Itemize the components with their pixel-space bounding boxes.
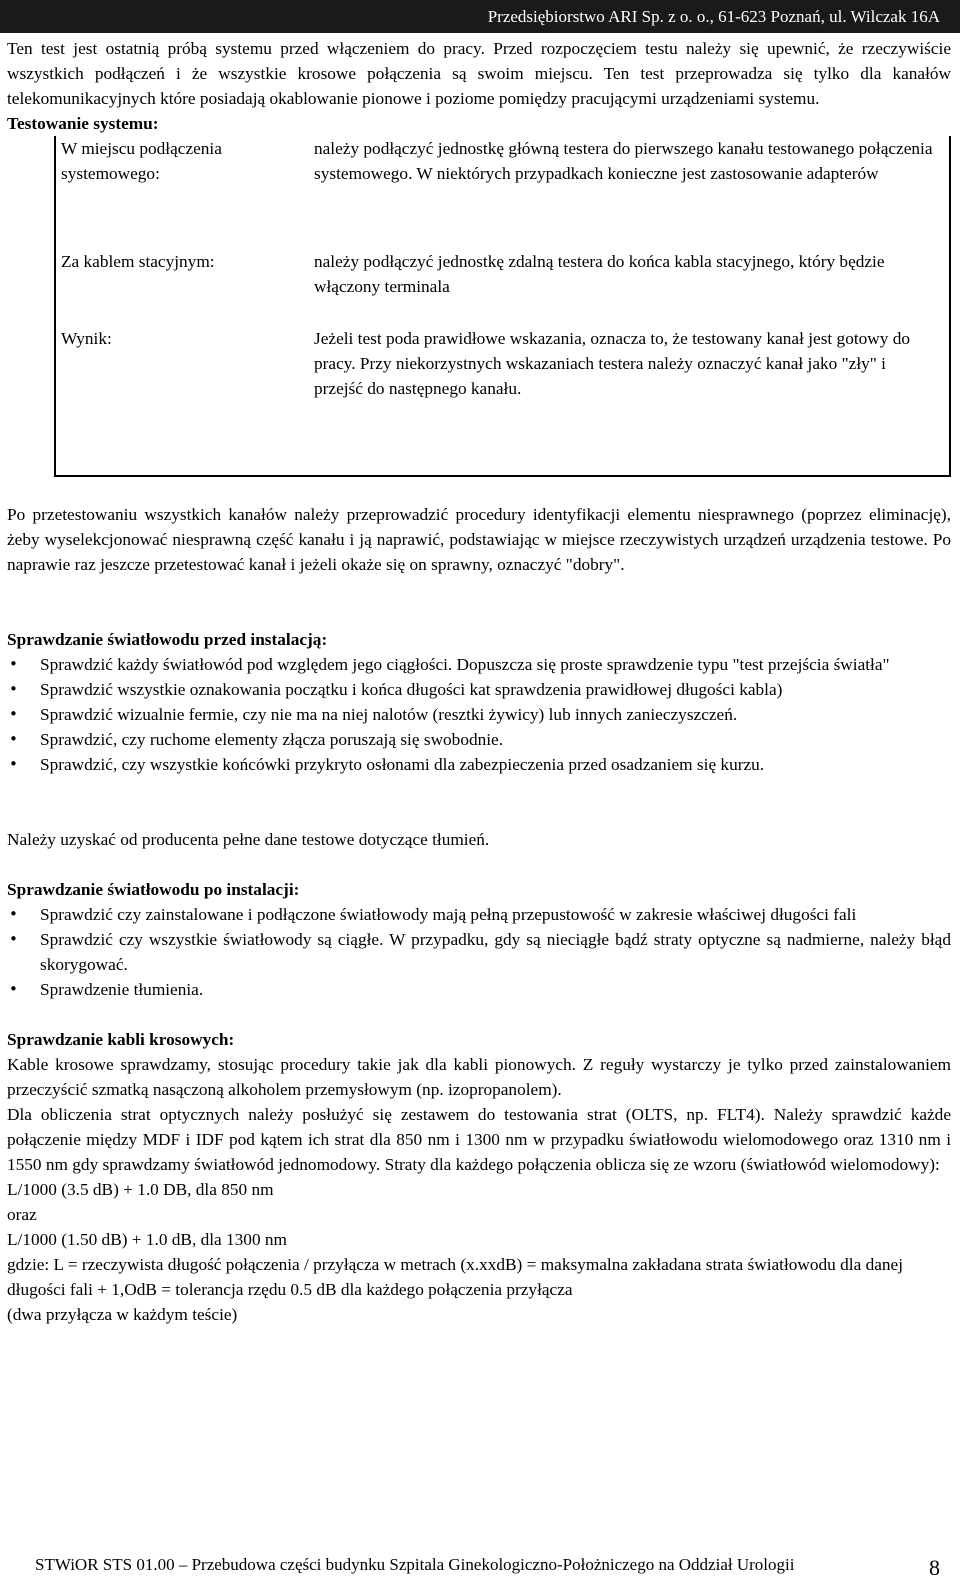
patch-heading: Sprawdzanie kabli krosowych: <box>7 1030 235 1049</box>
after-testing-paragraph: Po przetestowaniu wszystkich kanałów należy przeprowadzić procedury identyfikacji elementu niesprawnego (poprzez eliminację), żeby wyselekcjonować niesprawną część kanału i ją naprawić, podstawiając w miejsce rzeczywistych urządzeń urządzenia testowe. Po naprawie raz jeszcze przetestować kanał i jeżeli okaże się on sprawny, oznaczyć "dobry". <box>7 505 951 574</box>
testing-row-value: Jeżeli test poda prawidłowe wskazania, oznacza to, że testowany kanał jest gotowy do pracy. Przy niekorzystnych wskazaniach testera należy oznaczyć kanał jako "zły" i przejść do następnego kanału. <box>314 329 910 398</box>
page-footer <box>35 1545 940 1585</box>
testing-table <box>54 136 951 477</box>
page-header <box>0 0 960 33</box>
testing-row-value: należy podłączyć jednostkę główną testera do pierwszego kanału testowanego połączenia systemowego. W niektórych przypadkach konieczne jest zastosowanie adapterów <box>314 139 933 183</box>
producer-note: Należy uzyskać od producenta pełne dane testowe dotyczące tłumień. <box>7 830 490 849</box>
list-item: • Sprawdzić czy wszystkie światłowody są ciągłe. W przypadku, gdy są nieciągłe bądź straty optyczne są nadmierne, należy błąd skorygować. <box>7 927 951 977</box>
intro-paragraph: Ten test jest ostatnią próbą systemu przed włączeniem do pracy. Przed rozpoczęciem testu należy się upewnić, że rzeczywiście wszystkich podłączeń i że wszystkie krosowe połączenia są swoim miejscu. Ten test przeprowadza się tylko dla kanałów telekomunikacyjnych które posiadają okablowanie pionowe i poziome pomiędzy pracującymi urządzeniami systemu. <box>7 39 951 108</box>
list-item: • Sprawdzić czy zainstalowane i podłączone światłowody mają pełną przepustowość w zakresie właściwej długości fali <box>7 902 951 927</box>
after-install-heading: Sprawdzanie światłowodu po instalacji: <box>7 880 300 899</box>
formula-line: L/1000 (1.50 dB) + 1.0 dB, dla 1300 nm <box>7 1230 287 1249</box>
formula-line: oraz <box>7 1205 37 1224</box>
testing-heading: Testowanie systemu: <box>7 114 159 133</box>
formula-line: (dwa przyłącza w każdym teście) <box>7 1305 238 1324</box>
list-item: • Sprawdzić każdy światłowód pod względem jego ciągłości. Dopuszcza się proste sprawdzenie typu "test przejścia światła" <box>7 652 951 677</box>
document-body <box>7 36 951 1327</box>
formula-line: długości fali + 1,OdB = tolerancja rzędu 0.5 dB dla każdego połączenia przyłącza <box>7 1280 573 1299</box>
testing-row-label: Za kablem stacyjnym: <box>61 252 215 271</box>
testing-row-label: Wynik: <box>61 329 112 348</box>
footer-text: STWiOR STS 01.00 – Przebudowa części budynku Szpitala Ginekologiczno-Położniczego na Oddział Urologii <box>35 1555 795 1574</box>
page-number: 8 <box>929 1555 940 1580</box>
before-install-heading: Sprawdzanie światłowodu przed instalacją: <box>7 630 328 649</box>
before-install-list <box>7 652 951 777</box>
formula-line: gdzie: L = rzeczywista długość połączenia / przyłącza w metrach (x.xxdB) = maksymalna zakładana strata światłowodu dla danej <box>7 1255 904 1274</box>
company-header: Przedsiębiorstwo ARI Sp. z o. o., 61-623 Poznań, ul. Wilczak 16A <box>487 7 940 26</box>
list-item: • Sprawdzić, czy wszystkie końcówki przykryto osłonami dla zabezpieczenia przed osadzaniem się kurzu. <box>7 752 951 777</box>
loss-paragraph: Dla obliczenia strat optycznych należy posłużyć się zestawem do testowania strat (OLTS, np. FLT4). Należy sprawdzić każde połączenie między MDF i IDF pod kątem ich strat dla 850 nm i 1300 nm w przypadku światłowodu wielomodowego oraz 1310 nm i 1550 nm gdy sprawdzamy światłowód jednomodowy. Straty dla każdego połączenia oblicza się ze wzoru (światłowód wielomodowy): <box>7 1105 951 1174</box>
list-item: • Sprawdzić wszystkie oznakowania początku i końca długości kat sprawdzenia prawidłowej długości kabla) <box>7 677 951 702</box>
after-install-list <box>7 902 951 1002</box>
testing-row-value: należy podłączyć jednostkę zdalną testera do końca kabla stacyjnego, który będzie włączony terminala <box>314 252 885 296</box>
list-item: • Sprawdzić, czy ruchome elementy złącza poruszają się swobodnie. <box>7 727 951 752</box>
testing-row-label: W miejscu podłączenia systemowego: <box>61 139 222 183</box>
patch-paragraph: Kable krosowe sprawdzamy, stosując procedury takie jak dla kabli pionowych. Z reguły wystarczy je tylko przed zainstalowaniem przeczyścić szmatką nasączoną alkoholem przemysłowym (np. izopropanolem). <box>7 1055 951 1099</box>
list-item: • Sprawdzić wizualnie fermie, czy nie ma na niej nalotów (resztki żywicy) lub innych zanieczyszczeń. <box>7 702 951 727</box>
formula-line: L/1000 (3.5 dB) + 1.0 DB, dla 850 nm <box>7 1180 274 1199</box>
list-item: • Sprawdzenie tłumienia. <box>7 977 951 1002</box>
